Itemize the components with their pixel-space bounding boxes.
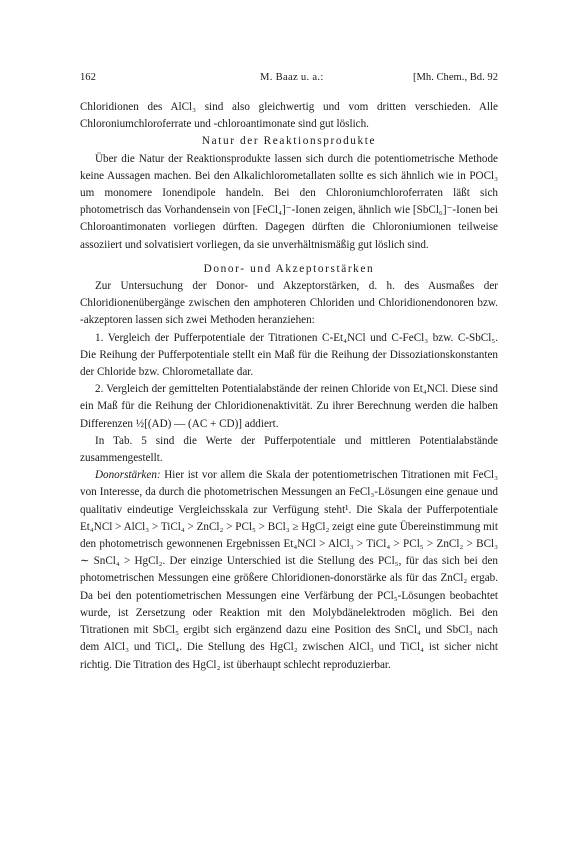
page-number: 162	[80, 72, 96, 83]
paragraph-method-2: 2. Vergleich der gemittelten Potentialabstände der reinen Chloride von Et₄NCl. Diese sind ein Maß für die Reihung der Chloridionenaktivität. Zu ihrer Berechnung werden die halben Differenzen ½[(AD) — (AC + CD)] addiert.	[80, 383, 498, 430]
paragraph-donor-strengths	[80, 467, 498, 673]
paragraph-donor-acceptor-intro: Zur Untersuchung der Donor- und Akzeptorstärken, d. h. des Ausmaßes der Chloridionenübergänge zwischen den amphoteren Chloriden und Chloridionendonoren bzw. -akzeptoren lassen sich zwei Methoden heranziehen:	[80, 280, 498, 327]
paragraph-reaction-products: Über die Natur der Reaktionsprodukte lassen sich durch die potentiometrische Methode keine Aussagen machen. Bei den Alkalichlorometallaten sollte es sich ähnlich wie in POCl₃ um monomere Ionendipole handeln. Bei den Chloroniumchloroferraten läßt sich photometrisch das Vorhandensein von [FeCl₄]⁻-Ionen zeigen, ähnlich wie [SbCl₆]⁻-Ionen bei Chloroantimonaten vorliegen dürften. Dagegen dürften die Chloroniumionen teilweise assoziiert und solvatisiert vorliegen, da sie unverhältnismäßig gut löslich sind.	[80, 152, 498, 251]
section-heading-donor-acceptor: Donor- und Akzeptorstärken	[203, 262, 375, 275]
paragraph-continuation: Chloridionen des AlCl₃ sind also gleichwertig und vom dritten verschieden. Alle Chloroniumchloroferrate und -chloroantimonate sind gut löslich.	[80, 101, 498, 131]
body-text	[80, 99, 498, 674]
header-journal: [Mh. Chem., Bd. 92	[412, 72, 498, 83]
donor-strengths-lead: Donorstärken:	[95, 469, 161, 482]
section-heading-reaction-products: Natur der Reaktionsprodukte	[201, 135, 377, 148]
header-authors: M. Baaz u. a.:	[260, 72, 324, 83]
paragraph-table-reference: In Tab. 5 sind die Werte der Pufferpotentiale und mittleren Potentialabstände zusammengestellt.	[80, 434, 498, 465]
running-header	[80, 72, 498, 88]
paragraph-method-1: 1. Vergleich der Pufferpotentiale der Titrationen C-Et₄NCl und C-FeCl₃ bzw. C-SbCl₅. Die Reihung der Pufferpotentiale stellt ein Maß für die Reihung der Dissoziationskonstanten der Chloride bzw. Chlorometallate dar.	[80, 331, 498, 379]
donor-strengths-text: Hier ist vor allem die Skala der potentiometrischen Titrationen mit FeCl₃ von Interesse, da durch die photometrischen Messungen an FeCl₃-Lösungen eine genaue und qualitativ eindeutige Vergleichsskala zur Verfügung steht¹. Die Skala der Pufferpotentiale Et₄NCl > AlCl₃ > TiCl₄ > ZnCl₂ > PCl₅ > BCl₃ ≥ HgCl₂ zeigt eine gute Übereinstimmung mit den photometrisch gewonnenen Ergebnissen Et₄NCl > AlCl₃ > TiCl₄ > PCl₅ > ZnCl₂ > BCl₃ ∼ SnCl₄ > HgCl₂. Der einzige Unterschied ist die Stellung des PCl₅, für das sich bei den photometrischen Messungen eine größere Chloridionen-donorstärke als für das ZnCl₂ ergab. Da bei den potentiometrischen Messungen eine Verfärbung der PCl₅-Lösungen beobachtet wurde, ist Zersetzung oder Reaktion mit den Molybdänelektroden möglich. Bei den Titrationen mit SbCl₅ ergibt sich ergänzend dazu eine Position des SnCl₄ und SbCl₃ nach dem AlCl₃ und TiCl₄. Die Stellung des HgCl₂ zwischen AlCl₃ und TiCl₄ ist sicher nicht richtig. Die Titration des HgCl₂ ist überhaupt schlecht reproduzierbar.	[80, 469, 498, 671]
